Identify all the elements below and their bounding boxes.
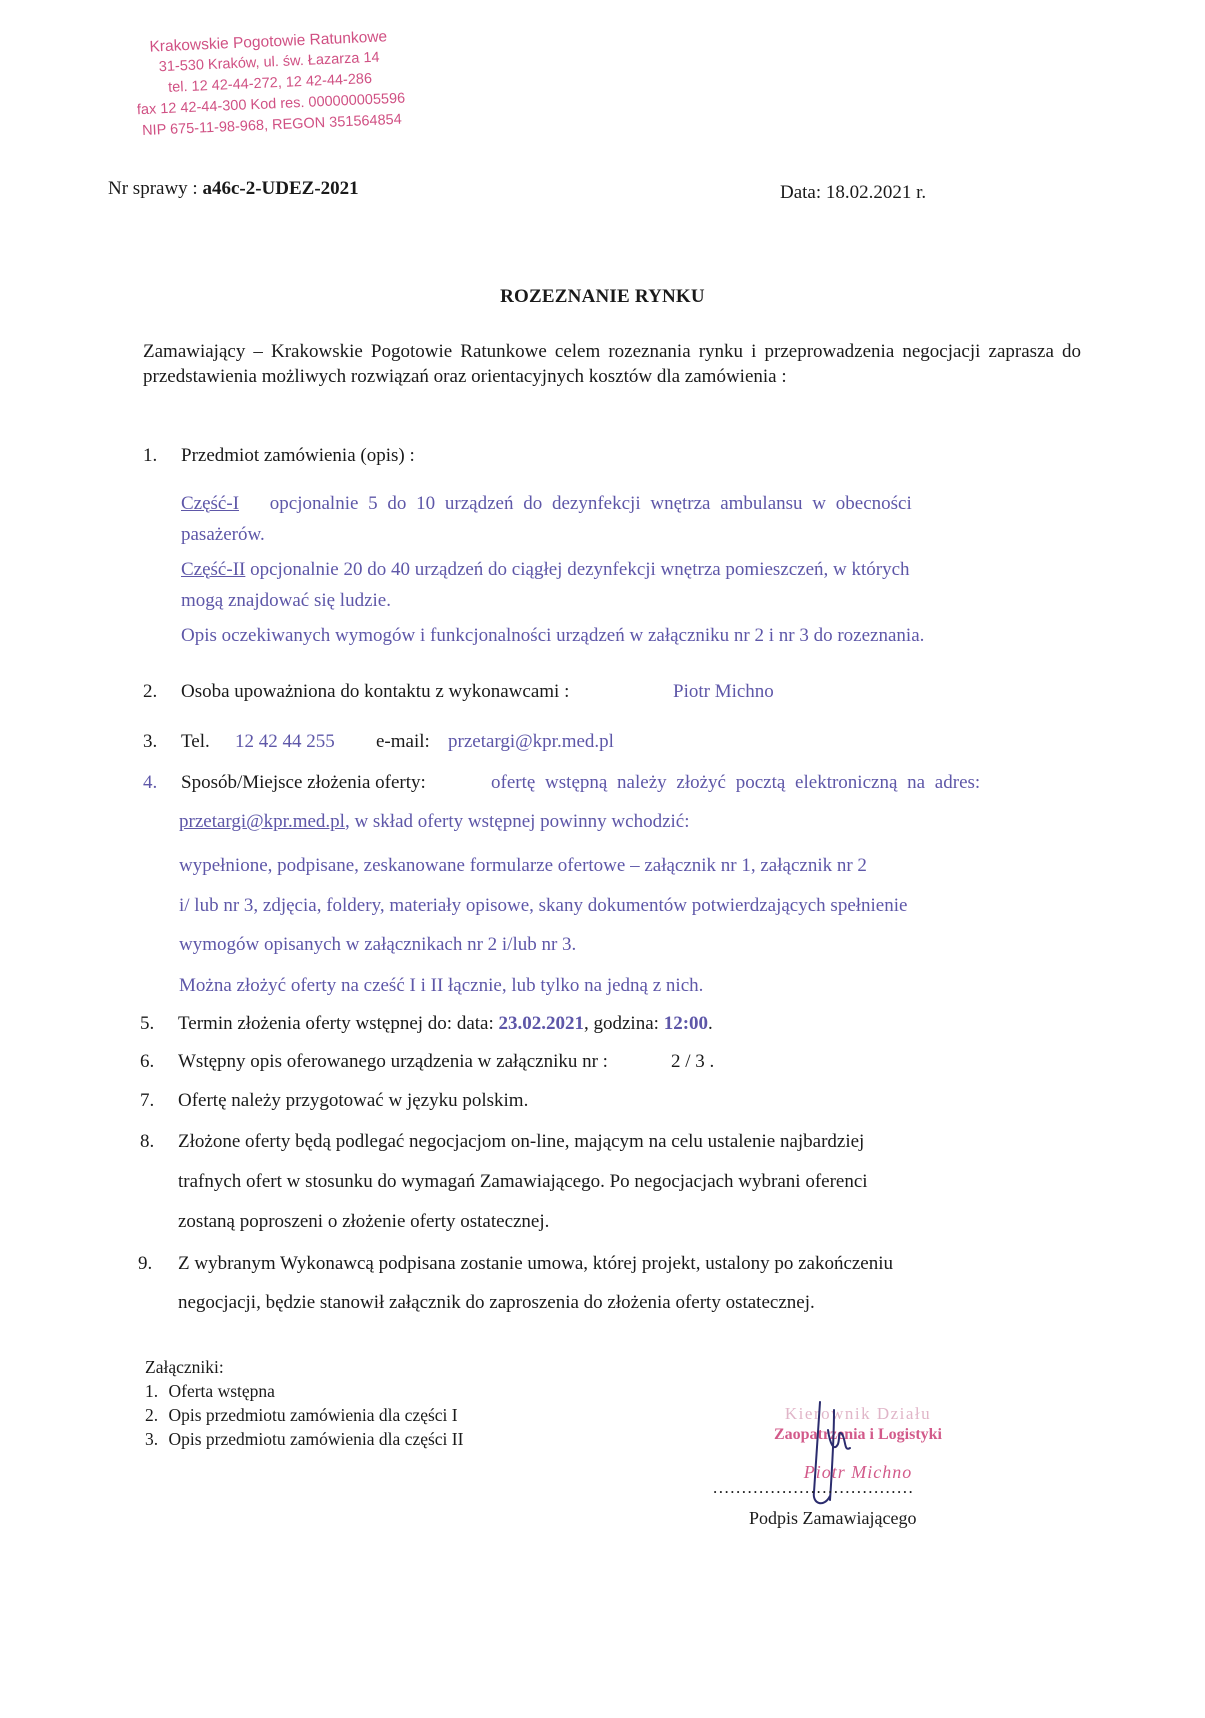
item-number: 2. bbox=[143, 681, 158, 702]
stamp-line: 31-530 Kraków, ul. św. Łazarza 14 bbox=[158, 49, 380, 76]
attachment-item bbox=[145, 1429, 463, 1450]
deadline-date: 23.02.2021 bbox=[498, 1013, 584, 1034]
attachment-item bbox=[145, 1405, 458, 1426]
item-number: 5. bbox=[140, 1013, 155, 1034]
case-number bbox=[108, 178, 359, 200]
email-label: e-mail: bbox=[376, 731, 430, 752]
submission-line-2 bbox=[179, 810, 690, 834]
institution-stamp bbox=[118, 25, 422, 143]
deadline-end: . bbox=[708, 1013, 713, 1034]
part1-label: Część-I bbox=[181, 493, 240, 514]
stamp-name-line: Piotr Michno bbox=[803, 1462, 913, 1482]
attachment-number: 1. bbox=[145, 1381, 159, 1401]
intro-paragraph: Zamawiający – Krakowskie Pogotowie Ratunkowe celem rozeznania rynku i przeprowadzenia negocjacji zaprasza do przedstawienia możliwych rozwiązań oraz orientacyjnych kosztów dla zamówienia : bbox=[143, 341, 1081, 387]
deadline-line bbox=[178, 1012, 713, 1036]
attachment-text: Opis przedmiotu zamówienia dla części I bbox=[168, 1405, 458, 1425]
stamp-department-line: Zaopatrzenia i Logistyki bbox=[773, 1426, 942, 1443]
item-label: Tel. bbox=[181, 731, 210, 752]
item-line: Z wybranym Wykonawcą podpisana zostanie umowa, której projekt, ustalony po zakończeniu bbox=[178, 1253, 894, 1274]
case-value: a46c-2-UDEZ-2021 bbox=[202, 178, 359, 199]
stamp-line: Krakowskie Pogotowie Ratunkowe bbox=[149, 28, 388, 56]
signature-line: ................................... bbox=[713, 1478, 915, 1497]
item-number: 8. bbox=[140, 1131, 155, 1152]
item-label: Ofertę należy przygotować w języku polskim. bbox=[178, 1090, 529, 1111]
submission-email: przetargi@kpr.med.pl bbox=[179, 811, 345, 832]
stamp-line: NIP 675-11-98-968, REGON 351564854 bbox=[141, 111, 403, 140]
item-label: Wstępny opis oferowanego urządzenia w załączniku nr : bbox=[178, 1051, 608, 1072]
requirements-note: Opis oczekiwanych wymogów i funkcjonalności urządzeń w załączniku nr 2 i nr 3 do rozeznania. bbox=[181, 625, 925, 646]
item-number: 4. bbox=[143, 772, 158, 793]
attachment-ref: 2 / 3 . bbox=[671, 1051, 715, 1072]
item-9-line-2: negocjacji, będzie stanowił załącznik do zaproszenia do złożenia oferty ostatecznej. bbox=[178, 1292, 815, 1313]
part2-label: Część-II bbox=[181, 559, 246, 580]
deadline-label: Termin złożenia oferty wstępnej do: data: bbox=[178, 1013, 494, 1034]
attachments-title: Załączniki: bbox=[145, 1357, 224, 1377]
item-number: 3. bbox=[143, 731, 158, 752]
attachment-number: 3. bbox=[145, 1429, 159, 1449]
document-date: Data: 18.02.2021 r. bbox=[780, 182, 927, 203]
submission-text: ofertę wstępną należy złożyć pocztą elektroniczną na adres: bbox=[491, 772, 981, 793]
phone-number: 12 42 44 255 bbox=[235, 731, 335, 752]
item-number: 1. bbox=[143, 445, 158, 466]
deadline-mid: , godzina: bbox=[584, 1013, 659, 1034]
submission-text-2: , w skład oferty wstępnej powinny wchodzić: bbox=[344, 811, 690, 832]
item-label: Przedmiot zamówienia (opis) : bbox=[181, 445, 415, 466]
item-number: 9. bbox=[138, 1253, 153, 1274]
item-label: Osoba upoważniona do kontaktu z wykonawcami : bbox=[181, 681, 570, 702]
submission-line-3: wypełnione, podpisane, zeskanowane formularze ofertowe – załącznik nr 1, załącznik nr 2 bbox=[179, 855, 867, 876]
submission-line-5: wymogów opisanych w załącznikach nr 2 i/lub nr 3. bbox=[179, 934, 577, 955]
email-address: przetargi@kpr.med.pl bbox=[448, 731, 614, 752]
stamp-line: fax 12 42-44-300 Kod res. 000000005596 bbox=[136, 90, 406, 119]
part1-line bbox=[181, 492, 1081, 516]
deadline-time: 12:00 bbox=[663, 1013, 709, 1034]
item-number: 7. bbox=[140, 1090, 155, 1111]
part1-text: opcjonalnie 5 do 10 urządzeń do dezynfekcji wnętrza ambulansu w obecności bbox=[269, 493, 912, 514]
attachment-number: 2. bbox=[145, 1405, 159, 1425]
item-8-line-2: trafnych ofert w stosunku do wymagań Zamawiającego. Po negocjacjach wybrani oferenci bbox=[178, 1171, 868, 1192]
part1-continuation: pasażerów. bbox=[181, 524, 265, 545]
attachment-text: Oferta wstępna bbox=[168, 1381, 275, 1401]
item-line: Złożone oferty będą podlegać negocjacjom on-line, mającym na celu ustalenie najbardziej bbox=[178, 1131, 865, 1152]
part2-line bbox=[181, 558, 1101, 582]
signature-label: Podpis Zamawiającego bbox=[749, 1508, 917, 1528]
submission-line-6: Można złożyć oferty na cześć I i II łącznie, lub tylko na jedną z nich. bbox=[179, 975, 704, 996]
submission-line-4: i/ lub nr 3, zdjęcia, foldery, materiały opisowe, skany dokumentów potwierdzających spełnienie bbox=[179, 895, 908, 916]
case-label: Nr sprawy : bbox=[108, 178, 198, 199]
stamp-line: tel. 12 42-44-272, 12 42-44-286 bbox=[167, 70, 373, 96]
part2-text: opcjonalnie 20 do 40 urządzeń do ciągłej dezynfekcji wnętrza pomieszczeń, w których bbox=[245, 559, 910, 580]
part2-continuation: mogą znajdować się ludzie. bbox=[181, 590, 391, 611]
item-number: 6. bbox=[140, 1051, 155, 1072]
stamp-position-line: Kierownik Działu bbox=[784, 1404, 932, 1423]
attachment-text: Opis przedmiotu zamówienia dla części II bbox=[168, 1429, 464, 1449]
attachment-item bbox=[145, 1381, 275, 1402]
contact-person: Piotr Michno bbox=[673, 681, 774, 702]
document-title: ROZEZNANIE RYNKU bbox=[500, 286, 705, 307]
item-8-line-3: zostaną poproszeni o złożenie oferty ostatecznej. bbox=[178, 1211, 550, 1232]
item-label: Sposób/Miejsce złożenia oferty: bbox=[181, 772, 426, 793]
